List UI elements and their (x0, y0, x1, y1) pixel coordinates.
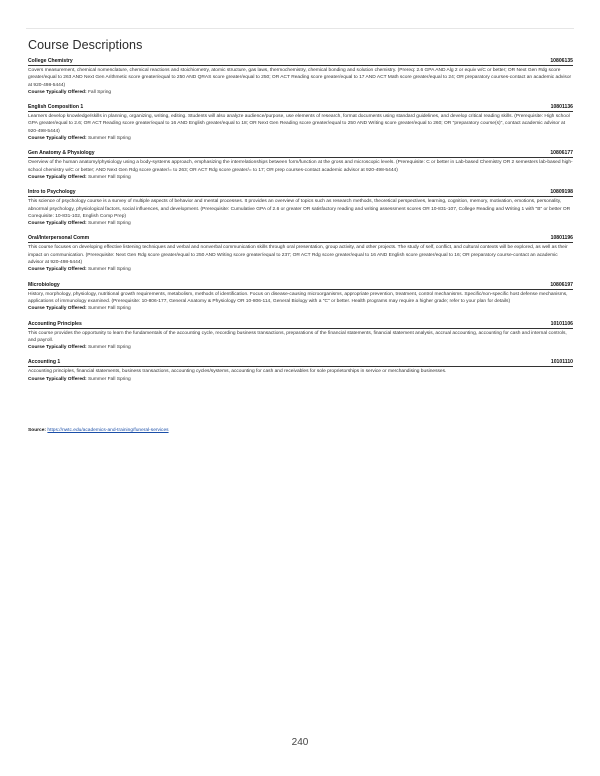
course-title: Intro to Psychology (28, 189, 76, 196)
offered-label: Course Typically Offered: (28, 306, 87, 312)
course-code: 10101106 (550, 320, 573, 327)
course-title: Gen Anatomy & Physiology (28, 150, 95, 157)
offered-terms: Summer Fall Spring (87, 306, 131, 312)
course-entry (28, 104, 573, 142)
source-line (28, 428, 169, 433)
course-description: This science of psychology course is a survey of multiple aspects of behavior and mental processes. It provides an overview of topics such as research methods, theoretical perspectives, learning, cognition, memory, motivation, emotions, personality, abnormal psychology, physiological factors, social influences, and development. (Prerequisite: Cumulative GPA of 2.6 or greater OR satisfactory reading and writing assessment scores OR 10-831-107, College Reading and Writing 1 with "B" or better OR Corequisite: 10-831-102, English Comp Prep) (28, 199, 571, 219)
course-offered (28, 266, 573, 273)
course-code: 10801196 (550, 235, 573, 242)
course-description: History, morphology, physiology, nutritional growth requirements, metabolism, methods of identification. Focus on disease-causing microorganisms, appropriate prevention, treatment, control mechanisms. Specific/non-specific host defense mechanisms, applications of immunology examined. (Prerequisite: 10-806-177, General Anatomy & Physiology OR 10-806-114, General Biology with a "C" or better. Health programs may require a higher grade; refer to your plan for details) (28, 291, 568, 304)
offered-label: Course Typically Offered: (28, 174, 87, 180)
course-description: Covers measurement, chemical nomenclature, chemical reactions and stoichiometry, atomic structure, gas laws, thermochemistry, chemical bonding and solution chemistry. (Prereq: 2.6 GPA AND Alg 2 or equiv w/C or better; OR Next Gen Rdg score greater/equal to 263 AND Next Gen Arithmetic score greater/equal to 250 AND QRAS score greater/equal to 250; OR ACT Reading score greater/equal to 17 AND ACT Math score greater/equal to 24; OR preparatory courses-contact an academic advisor at 920-498-5444) (28, 68, 572, 88)
course-description: This course provides the opportunity to learn the fundamentals of the accounting cycle, recording business transactions, preparations of the financial statements, financial statement analysis, accrual accounting, accounting for cash and internal controls, and payroll. (28, 330, 567, 343)
course-description: Learners develop knowledge/skills in planning, organizing, writing, editing. Students will also analyze audience/purpose, use elements of research, format documents using standard guidelines, and develop critical reading skills. (Prerequisite: High school GPA greater/equal to 2.6; OR ACT Reading score greater/equal to 16 AND English greater/equal to 18; OR Next Gen Reading score greater/equal to 250 AND Writing score greater/equal to 260; OR "preparatory course(s)", contact academic advisor at 920-498-5444) (28, 114, 570, 134)
source-label: Source: (28, 428, 47, 433)
course-entry (28, 150, 573, 181)
offered-label: Course Typically Offered: (28, 267, 87, 273)
course-code: 10806135 (550, 58, 573, 64)
offered-terms: Fall Spring (87, 89, 112, 95)
top-divider (26, 28, 574, 29)
course-header (28, 58, 573, 66)
page-number: 240 (291, 737, 309, 748)
course-header (28, 104, 573, 112)
course-title: Accounting 1 (28, 359, 61, 366)
course-header (28, 235, 573, 243)
course-entry (28, 58, 573, 96)
course-code: 10806177 (550, 150, 573, 157)
course-header (28, 282, 573, 290)
course-offered (28, 220, 573, 227)
course-description: Accounting principles, financial statements, business transactions, accounting cycles/systems, accounting for cash and receivables for sole proprietorships in service or merchandising businesses. (28, 369, 447, 375)
course-header (28, 359, 573, 367)
course-title: Accounting Principles (28, 320, 82, 327)
course-list (28, 58, 573, 391)
offered-terms: Summer Fall Spring (87, 345, 131, 351)
course-entry (28, 321, 573, 352)
course-offered (28, 174, 573, 181)
course-description: Overview of the human anatomy/physiology using a body-systems approach, emphasizing the interrelationships between form/function at the gross and microscopic levels. (Prerequisite: C or better in Lab-based Chemistry OR 2 semesters lab-based high-school chemistry w/C or better; AND Next Gen Rdg score greater/= to 263; OR ACT Rdg score greater/= to 17; OR prep courses-contact academic advisor at 920-498-5444) (28, 160, 573, 173)
course-offered (28, 89, 573, 96)
course-entry (28, 235, 573, 273)
offered-label: Course Typically Offered: (28, 376, 87, 382)
offered-label: Course Typically Offered: (28, 136, 87, 142)
course-entry (28, 189, 573, 227)
course-header (28, 189, 573, 197)
course-code: 10101110 (550, 359, 573, 366)
course-code: 10806197 (550, 281, 573, 288)
offered-terms: Summer Fall Spring (87, 221, 131, 227)
offered-terms: Summer Fall Spring (87, 136, 131, 142)
course-header (28, 150, 573, 158)
course-entry (28, 359, 573, 383)
source-link[interactable]: https://nwtc.edu/academics-and-training/funeral-services (47, 428, 169, 433)
course-description: This course focuses on developing effective listening techniques and verbal and nonverbal communication skills through oral presentation, group activity, and other projects. The study of self, conflict, and cultural contexts will be explored, as well as their impact on communication. (Prerequisite: Next Gen Rdg score greater/equal to 250 AND Writing score greater/equal to 237; OR ACT Rdg score greater/equal to 16 AND English score greater/equal to 16; OR preparatory course-contact an academic advisor at 920-498-5444) (28, 245, 568, 266)
course-title: College Chemistry (28, 58, 73, 64)
offered-terms: Summer Fall Spring (87, 174, 131, 180)
course-entry (28, 282, 573, 313)
course-title: Microbiology (28, 281, 60, 288)
offered-terms: Summer Fall Spring (87, 267, 131, 273)
course-title: Oral/Interpersonal Comm (28, 235, 90, 242)
offered-label: Course Typically Offered: (28, 345, 87, 351)
course-offered (28, 135, 573, 142)
course-offered (28, 376, 573, 383)
offered-label: Course Typically Offered: (28, 221, 87, 227)
course-code: 10801136 (550, 104, 573, 111)
course-offered (28, 344, 573, 351)
course-title: English Composition 1 (28, 104, 84, 111)
page-title: Course Descriptions (28, 38, 143, 52)
offered-label: Course Typically Offered: (28, 89, 87, 95)
offered-terms: Summer Fall Spring (87, 376, 131, 382)
course-header (28, 321, 573, 329)
course-code: 10809198 (550, 189, 573, 196)
course-offered (28, 305, 573, 312)
